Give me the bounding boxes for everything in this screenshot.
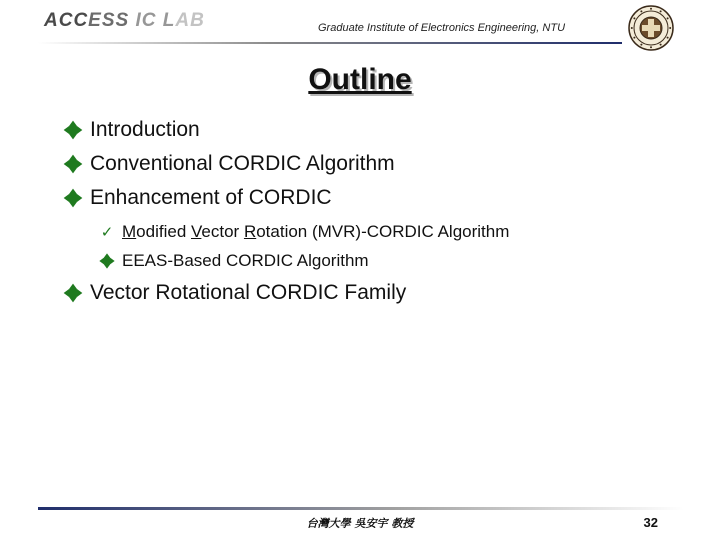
- outline-subitem: [98, 251, 369, 271]
- outline-item-label: Conventional CORDIC Algorithm: [90, 152, 395, 175]
- text-fragment: V: [191, 222, 202, 241]
- text-fragment: R: [243, 222, 257, 241]
- diamond-bullet-icon: [62, 282, 84, 304]
- lab-logo-text: [44, 10, 205, 32]
- text-fragment: otation (MVR)-CORDIC Algorithm: [256, 222, 510, 241]
- logo-text-part: IC L: [129, 10, 176, 31]
- logo-text-part: ESS: [88, 10, 130, 31]
- text-fragment: M: [122, 222, 137, 241]
- footer-author: 台灣大學 吳安宇 教授: [306, 517, 414, 530]
- text-fragment: odified: [136, 222, 191, 241]
- outline-item: [62, 186, 332, 210]
- outline-subitem: [98, 222, 509, 242]
- outline-item-label: Introduction: [90, 118, 200, 141]
- checkmark-icon: ✓: [100, 223, 114, 241]
- outline-item-label: Vector Rotational CORDIC Family: [90, 281, 407, 304]
- outline-item: [62, 118, 200, 142]
- diamond-bullet-icon: [62, 119, 84, 141]
- diamond-bullet-icon: [62, 153, 84, 175]
- outline-item: [62, 281, 406, 305]
- text-fragment: ector: [201, 222, 244, 241]
- outline-subitem-label: EEAS-Based CORDIC Algorithm: [122, 251, 369, 270]
- ntu-seal-icon: [628, 5, 674, 51]
- logo-text-part: AB: [175, 10, 205, 31]
- header-subtitle: Graduate Institute of Electronics Engineering, NTU: [318, 22, 566, 34]
- diamond-bullet-icon: [62, 187, 84, 209]
- outline-item: [62, 152, 395, 176]
- page-title: Outline: [308, 63, 412, 96]
- footer-divider: [38, 507, 684, 510]
- page-number: 32: [643, 515, 658, 530]
- outline-subitem-label: [122, 222, 509, 242]
- logo-text-part: ACC: [44, 10, 89, 31]
- diamond-bullet-icon: [98, 252, 116, 270]
- header-divider: [38, 42, 622, 44]
- outline-item-label: Enhancement of CORDIC: [90, 186, 332, 209]
